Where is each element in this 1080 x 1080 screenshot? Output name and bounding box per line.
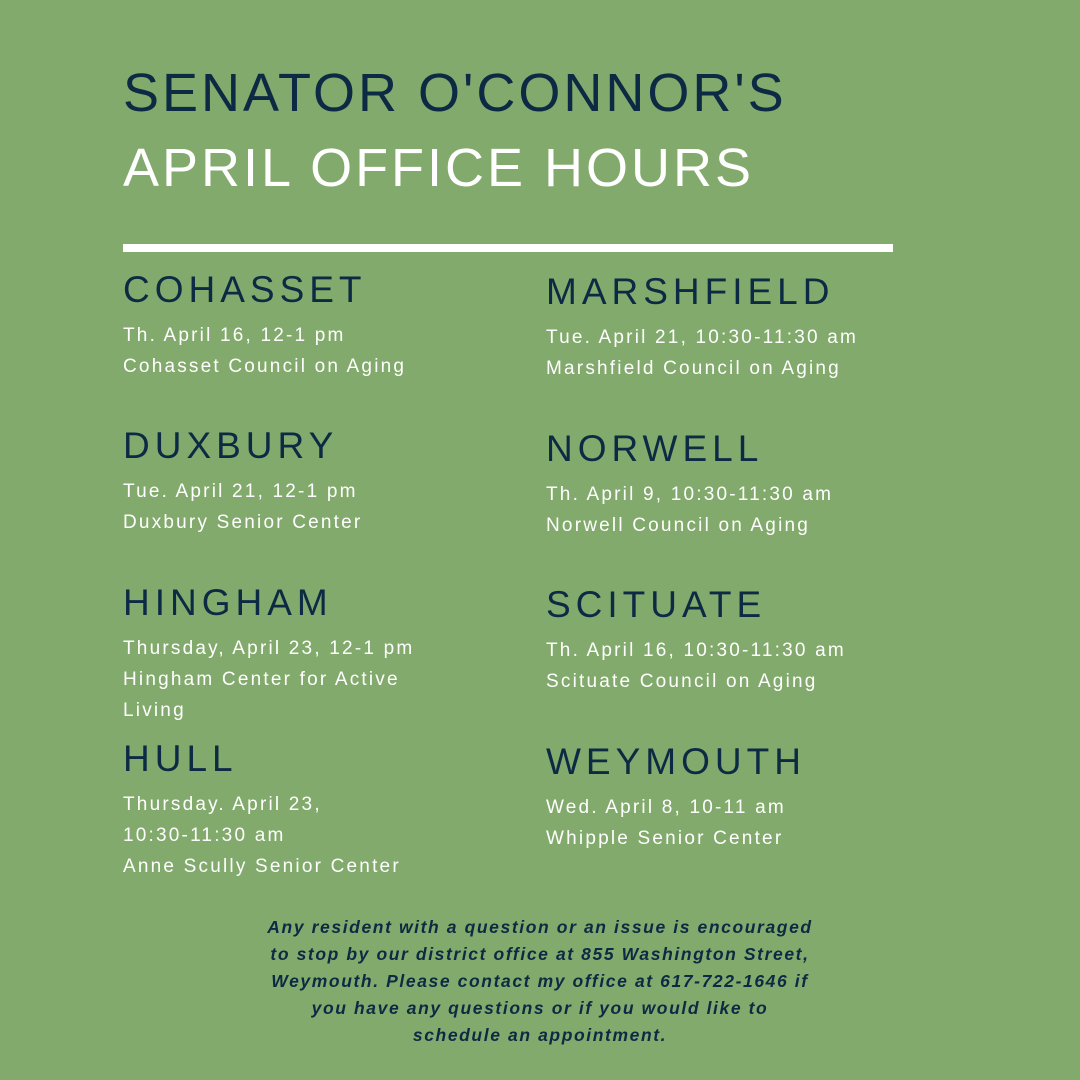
location-hingham xyxy=(123,581,523,726)
divider xyxy=(123,244,893,252)
location-name: DUXBURY xyxy=(123,425,339,466)
location-duxbury xyxy=(123,424,523,538)
location-marshfield xyxy=(546,270,946,384)
location-details xyxy=(123,633,523,726)
footer-line: schedule an appointment. xyxy=(412,1025,668,1045)
location-details xyxy=(546,322,946,384)
location-detail-line: Marshfield Council on Aging xyxy=(546,358,841,379)
location-hull xyxy=(123,737,523,882)
location-name: SCITUATE xyxy=(546,584,767,625)
title-line-1: SENATOR O'CONNOR'S xyxy=(123,63,787,123)
location-name: HULL xyxy=(123,738,238,779)
location-detail-line: Th. April 9, 10:30-11:30 am xyxy=(546,484,834,505)
location-name: WEYMOUTH xyxy=(546,741,806,782)
location-detail-line: Norwell Council on Aging xyxy=(546,515,811,536)
location-name: MARSHFIELD xyxy=(546,271,835,312)
location-scituate xyxy=(546,583,946,697)
location-detail-line: Duxbury Senior Center xyxy=(123,512,363,533)
location-details xyxy=(546,479,946,541)
footer-line: Any resident with a question or an issue is encouraged xyxy=(267,917,813,937)
location-detail-line: Hingham Center for Active xyxy=(123,669,400,690)
location-detail-line: Thursday, April 23, 12-1 pm xyxy=(123,638,415,659)
location-detail-line: Tue. April 21, 12-1 pm xyxy=(123,481,358,502)
location-name: NORWELL xyxy=(546,428,764,469)
location-details xyxy=(123,789,523,882)
title-line-2: APRIL OFFICE HOURS xyxy=(123,138,755,198)
location-weymouth xyxy=(546,740,946,854)
location-cohasset xyxy=(123,268,523,382)
footer-line: Weymouth. Please contact my office at 617-722-1646 if xyxy=(271,971,809,991)
footer-line: to stop by our district office at 855 Washington Street, xyxy=(270,944,810,964)
location-details xyxy=(546,635,946,697)
footer-line: you have any questions or if you would like to xyxy=(311,998,769,1018)
location-detail-line: Wed. April 8, 10-11 am xyxy=(546,797,786,818)
location-detail-line: Whipple Senior Center xyxy=(546,828,784,849)
location-detail-line: Thursday. April 23, xyxy=(123,794,322,815)
location-detail-line: Anne Scully Senior Center xyxy=(123,856,401,877)
location-detail-line: Tue. April 21, 10:30-11:30 am xyxy=(546,327,859,348)
location-detail-line: Scituate Council on Aging xyxy=(546,671,818,692)
footer-note xyxy=(190,914,890,1049)
location-details xyxy=(546,792,946,854)
location-detail-line: Cohasset Council on Aging xyxy=(123,356,407,377)
location-name: COHASSET xyxy=(123,269,367,310)
location-detail-line: Th. April 16, 10:30-11:30 am xyxy=(546,640,846,661)
location-details xyxy=(123,476,523,538)
location-detail-line: Living xyxy=(123,700,186,721)
location-detail-line: Th. April 16, 12-1 pm xyxy=(123,325,346,346)
location-details xyxy=(123,320,523,382)
location-name: HINGHAM xyxy=(123,582,333,623)
location-detail-line: 10:30-11:30 am xyxy=(123,825,286,846)
location-norwell xyxy=(546,427,946,541)
